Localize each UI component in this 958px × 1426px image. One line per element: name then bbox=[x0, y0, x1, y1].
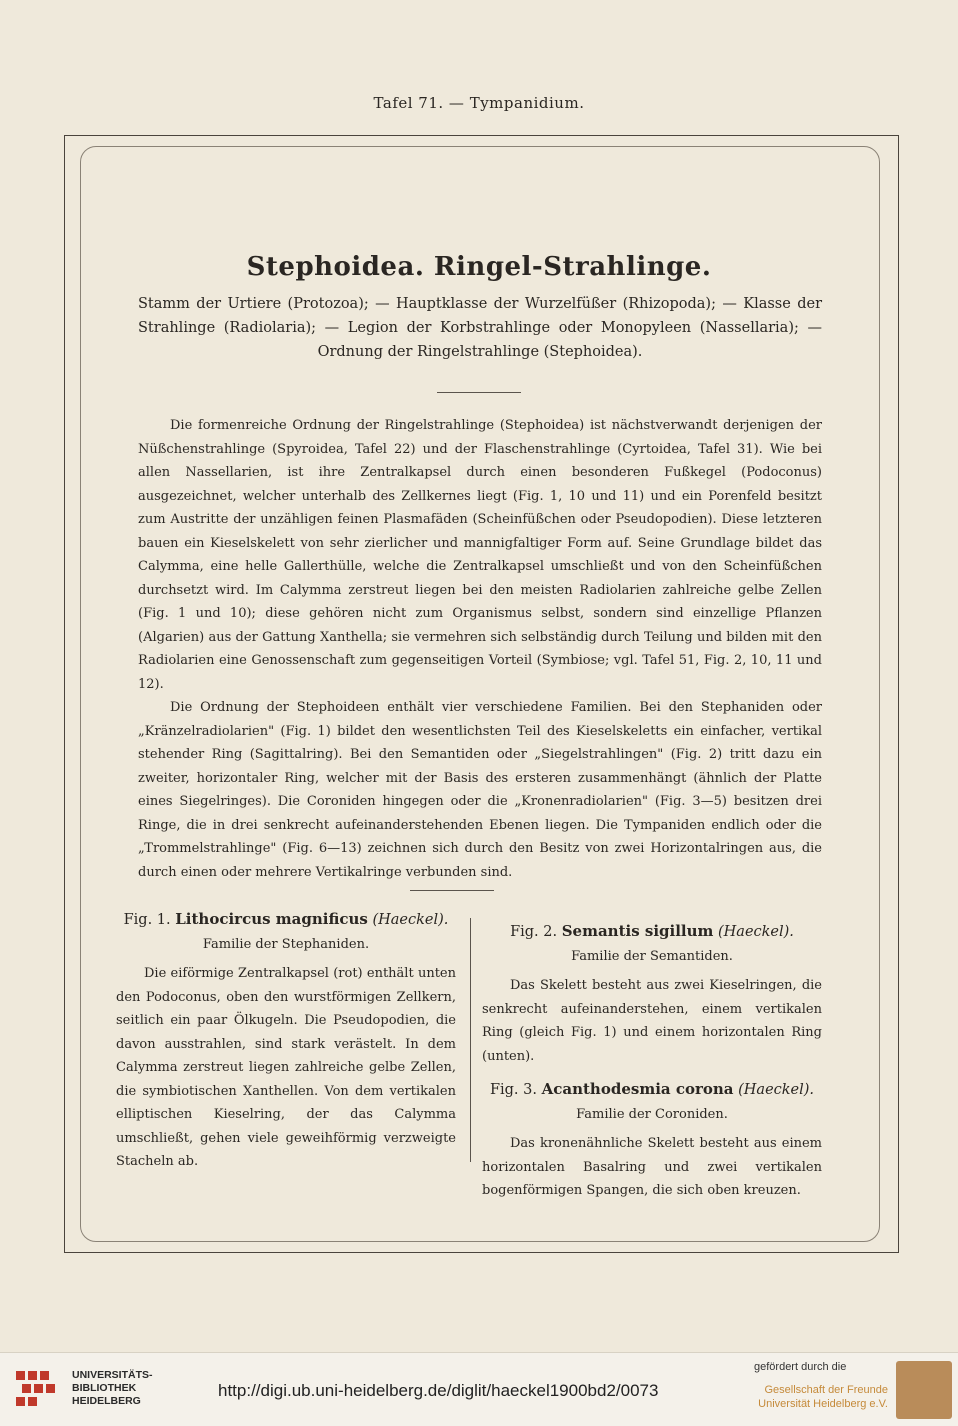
paragraph-2: Die Ordnung der Stephoideen enthält vier verschiedene Familien. Bei den Stephaniden oder „Kränzelradiolarien" (Fig. 1) bildet den wesentlichsten Teil des Kieselskeletts ein einfacher, vertikal stehender Ring (Sagittalring). Bei den Semantiden oder „Siegelstrahlingen" (Fig. 2) tritt dazu ein zweiter, horizontaler Ring, welcher mit der Basis des ersteren zusammenhängt (ähnlich der Platte eines Siegelringes). Die Coroniden hingegen oder die „Kronenradiolarien" (Fig. 3—5) besitzen drei Ringe, die in drei senkrecht aufeinanderstehenden Ebenen liegen. Die Tympaniden endlich oder die „Trommelstrahlinge" (Fig. 6—13) zeichnen sich durch den Besitz von zwei Horizontalringen aus, die durch einen oder mehrere Vertikalringe verbunden sind. bbox=[138, 700, 822, 880]
figure-description: Das Skelett besteht aus zwei Kieselringen, die senkrecht aufeinanderstehen, einem vertikalen Ring (gleich Fig. 1) und einem horizontalen Ring (unten). bbox=[482, 978, 822, 1064]
figure-author: (Haeckel). bbox=[738, 1082, 815, 1098]
figure-author: (Haeckel). bbox=[372, 912, 449, 928]
column-divider bbox=[470, 918, 471, 1162]
figure-label: Fig. 1. bbox=[123, 912, 171, 928]
library-name[interactable]: UNIVERSITÄTS- BIBLIOTHEK HEIDELBERG bbox=[72, 1369, 153, 1407]
figure-heading bbox=[116, 908, 456, 933]
figure-species-name: Acanthodesmia corona bbox=[541, 1080, 734, 1098]
figure-family: Familie der Stephaniden. bbox=[202, 936, 370, 952]
main-text bbox=[138, 414, 822, 884]
paragraph-1: Die formenreiche Ordnung der Ringelstrahlinge (Stephoidea) ist nächstverwandt derjenigen der Nüßchenstrahlinge (Spyroidea, Tafel 22) und der Flaschenstrahlinge (Cyrtoidea, Tafel 31). Wie bei allen Nassellarien, ist ihre Zentralkapsel durch einen besonderen Fußkegel (Podoconus) ausgezeichnet, welcher unterhalb des Zellkernes liegt (Fig. 1, 10 und 11) und ein Porenfeld besitzt zum Austritte der unzähligen feinen Plasmafäden (Scheinfüßchen oder Pseudopodien). Diese letzteren bauen ein Kieselskelett von sehr zierlicher und mannigfaltiger Form auf. Seine Grundlage bildet das Calymma, eine helle Gallerthülle, welche die Zentralkapsel umschließt und von den Scheinfüßchen durchsetzt wird. Im Calymma zerstreut liegen bei den meisten Radiolarien zahlreiche gelbe Zellen (Fig. 1 und 10); diese gehören nicht zum Organismus selbst, sondern sind einzellige Pflanzen (Algarien) aus der Gattung Xanthella; sie vermehren sich selbständig durch Teilung und bilden mit den Radiolarien eine Genossenschaft zum gegenseitigen Vorteil (Symbiose; vgl. Tafel 51, Fig. 2, 10, 11 und 12). bbox=[138, 418, 822, 692]
figure-author: (Haeckel). bbox=[718, 924, 794, 940]
running-head: Tafel 71. — Tympanidium. bbox=[373, 94, 585, 112]
divider-rule-middle bbox=[410, 890, 494, 891]
figure-species-name: Lithocircus magnificus bbox=[175, 910, 368, 928]
viewer-footer bbox=[0, 1352, 958, 1426]
library-logo-icon[interactable] bbox=[14, 1367, 62, 1411]
divider-rule-top bbox=[437, 392, 521, 393]
figure-family: Familie der Coroniden. bbox=[576, 1106, 728, 1122]
figure-description: Das kronenähnliche Skelett besteht aus einem horizontalen Basalring und zwei vertikalen bogenförmigen Spangen, die sich oben kreuzen. bbox=[482, 1136, 822, 1198]
figure-label: Fig. 2. bbox=[510, 924, 558, 940]
figure-label: Fig. 3. bbox=[489, 1082, 537, 1098]
figure-species-name: Semantis sigillum bbox=[561, 922, 714, 940]
figure-column-left bbox=[116, 908, 456, 1174]
university-seal-icon[interactable] bbox=[896, 1361, 952, 1419]
figure-heading bbox=[482, 1078, 822, 1103]
sponsor-name[interactable]: Gesellschaft der Freunde Universität Heidelberg e.V. bbox=[758, 1384, 888, 1410]
plate-title: Stephoidea. Ringel-Strahlinge. bbox=[246, 252, 712, 282]
figure-heading bbox=[482, 920, 822, 945]
document-url-link[interactable]: http://digi.ub.uni-heidelberg.de/diglit/haeckel1900bd2/0073 bbox=[218, 1381, 659, 1400]
figure-description: Die eiförmige Zentralkapsel (rot) enthält unten den Podoconus, oben den wurstförmigen Zellkern, seitlich ein paar Ölkugeln. Die Pseudopodien, die davon ausstrahlen, sind stark verästelt. In dem Calymma zerstreut liegen zahlreiche gelbe Zellen, die symbiotischen Xanthellen. Von dem vertikalen elliptischen Kieselring, der das Calymma umschließt, gehen viele geweihförmig verzweigte Stacheln ab. bbox=[116, 966, 456, 1169]
classification-text: Stamm der Urtiere (Protozoa); — Hauptklasse der Wurzelfüßer (Rhizopoda); — Klasse der Strahlinge (Radiolaria); — Legion der Korbstrahlinge oder Monopyleen (Nassellaria); — Ordnung der Ringelstrahlinge (Stephoidea). bbox=[138, 296, 822, 360]
figure-column-right bbox=[482, 920, 822, 1203]
sponsor-label: gefördert durch die bbox=[754, 1361, 847, 1373]
figure-family: Familie der Semantiden. bbox=[571, 948, 733, 964]
